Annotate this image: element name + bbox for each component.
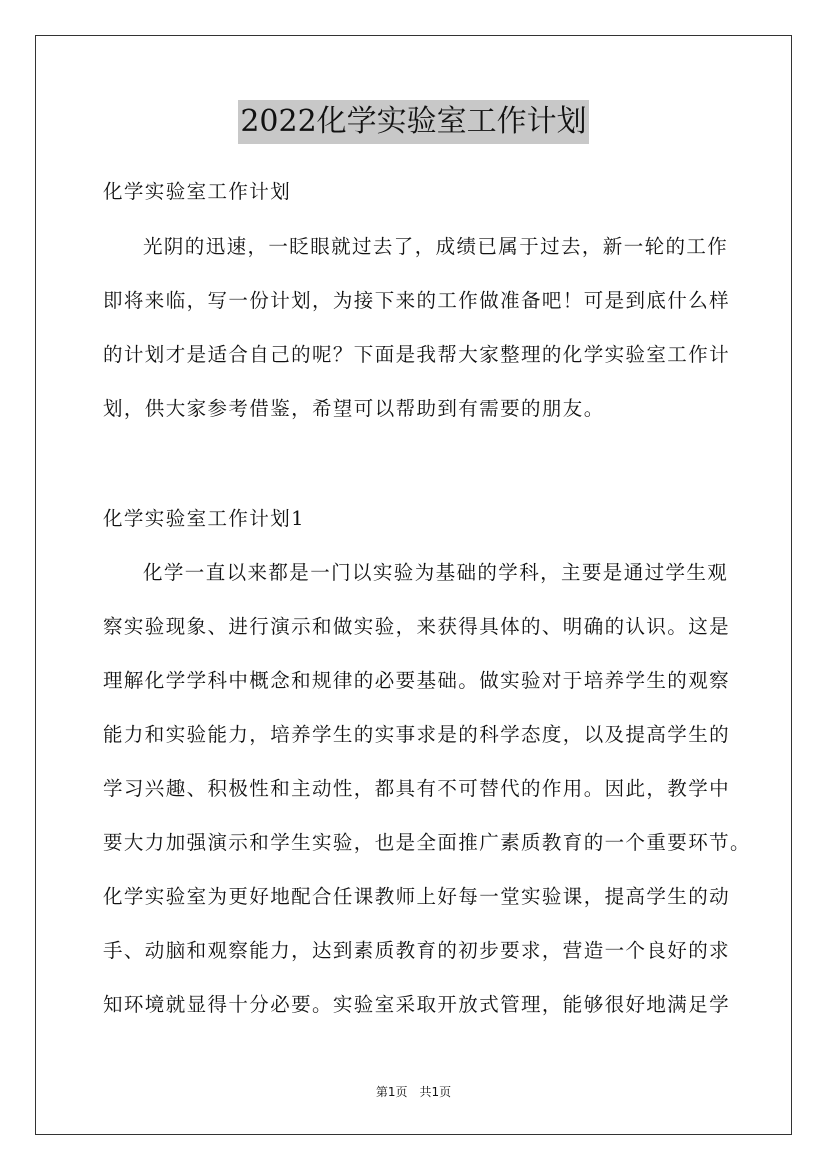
paragraph-line: 化学一直以来都是一门以实验为基础的学科，主要是通过学生观: [143, 561, 729, 584]
title-container: [0, 100, 827, 144]
intro-line: 划，供大家参考借鉴，希望可以帮助到有需要的朋友。: [103, 397, 605, 420]
paragraph-line: 理解化学学科中概念和规律的必要基础。做实验对于培养学生的观察: [103, 669, 731, 692]
page-footer: [0, 1083, 827, 1100]
page-number-current: 第1页: [375, 1085, 408, 1099]
paragraph-line: 手、动脑和观察能力，达到素质教育的初步要求，营造一个良好的求: [103, 939, 731, 962]
paragraph-line: 化学实验室为更好地配合任课教师上好每一堂实验课，提高学生的动: [103, 885, 731, 908]
paragraph-line: 学习兴趣、积极性和主动性，都具有不可替代的作用。因此，教学中: [103, 777, 731, 800]
paragraph-line: 知环境就显得十分必要。实验室采取开放式管理，能够很好地满足学: [103, 993, 731, 1016]
section-heading: 化学实验室工作计划1: [103, 507, 305, 530]
paragraph-line: 能力和实验能力，培养学生的实事求是的科学态度，以及提高学生的: [103, 723, 731, 746]
paragraph-line: 要大力加强演示和学生实验，也是全面推广素质教育的一个重要环节。: [103, 831, 751, 854]
paragraph-line: 察实验现象、进行演示和做实验，来获得具体的、明确的认识。这是: [103, 615, 731, 638]
document-title: 2022化学实验室工作计划: [238, 100, 588, 144]
document-subtitle: 化学实验室工作计划: [103, 180, 292, 203]
intro-line: 即将来临，写一份计划，为接下来的工作做准备吧！可是到底什么样: [103, 289, 731, 312]
intro-line: 光阴的迅速，一眨眼就过去了，成绩已属于过去，新一轮的工作: [143, 235, 729, 258]
intro-line: 的计划才是适合自己的呢？下面是我帮大家整理的化学实验室工作计: [103, 343, 731, 366]
page-number-total: 共1页: [419, 1085, 452, 1099]
